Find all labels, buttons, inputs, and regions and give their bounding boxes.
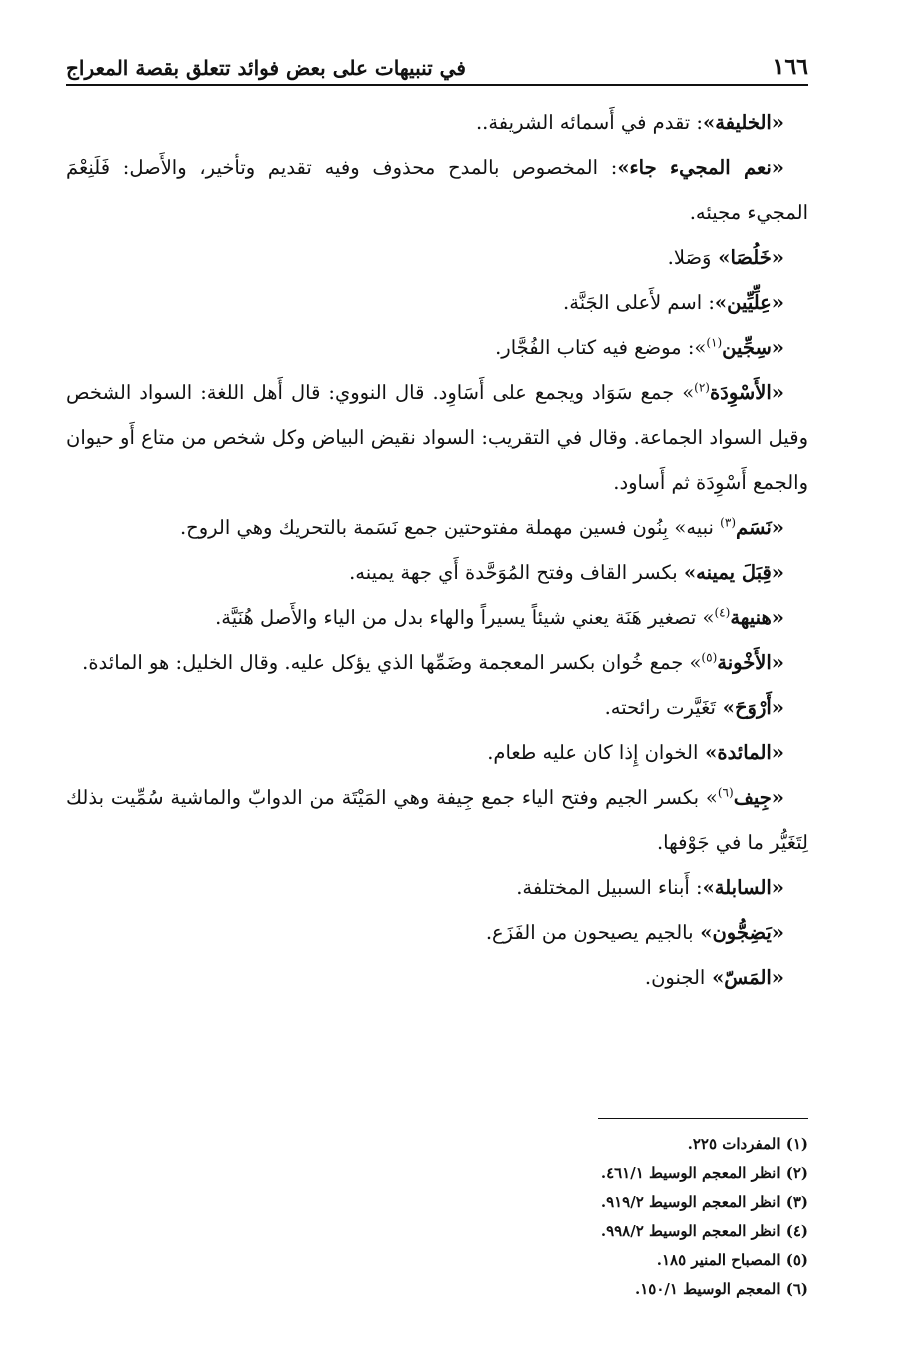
paragraph-akhwina [66, 640, 808, 685]
footnote-item: (١) المفردات ٢٢٥. [687, 1135, 808, 1153]
paragraph-maida [66, 730, 808, 775]
footnote-ref[interactable]: (١) [706, 335, 723, 350]
entry-term: «عِلِّيِّين» [714, 291, 784, 314]
entry-term: «هنيهة [730, 606, 784, 629]
entry-term: «الأَسْوِدَة [709, 381, 784, 404]
footnote-divider [598, 1118, 808, 1119]
paragraph-yadijjun [66, 910, 808, 955]
entry-text: »: موضع فيه كتاب الفُجَّار. [495, 336, 707, 359]
paragraph-aswida [66, 370, 808, 505]
entry-text: تَغَيَّرت رائحته. [604, 696, 716, 719]
footnote-item: (٣) انظر المعجم الوسيط ٩١٩/٢. [600, 1193, 808, 1211]
entry-term: «خَلُصَا» [711, 246, 784, 269]
entry-term: «نعم المجيء جاء» [617, 156, 784, 179]
paragraph-khalusa [66, 235, 808, 280]
main-text [66, 100, 808, 1000]
entry-text: » جمع سَوَاد ويجمع على أَسَاوِد. قال النووي: قال أَهل اللغة: السواد الشخص وقيل السواد الجماعة. وقال في التقريب: السواد نقيض البياض وكل شخص من متاع أَو حيوان والجمع أَسْوِدَة ثم أَساود. [66, 381, 808, 494]
entry-text: : تقدم في أَسمائه الشريفة.. [475, 111, 704, 134]
entry-term: «قِبَلَ يمينه» [683, 561, 784, 584]
entry-text: » جمع خُوان بكسر المعجمة وضَمِّها الذي يؤكل عليه. وقال الخليل: هو المائدة. [82, 651, 702, 674]
entry-term: «الخليفة» [703, 111, 784, 134]
paragraph-qibala [66, 550, 808, 595]
footnote-item: (٤) انظر المعجم الوسيط ٩٩٨/٢. [600, 1222, 808, 1240]
paragraph-illiyyin [66, 280, 808, 325]
paragraph-arwaha [66, 685, 808, 730]
entry-term: «المَسّ» [705, 966, 784, 989]
footnote-item: (٦) المعجم الوسيط ١٥٠/١. [634, 1280, 808, 1298]
paragraph-nima-almaji [66, 145, 808, 235]
paragraph-jiyaf [66, 775, 808, 865]
entry-term: «الأَخْونة [717, 651, 784, 674]
page-number: ١٦٦ [772, 54, 808, 80]
entry-text: » تصغير هَنَة يعني شيئاً يسيراً والهاء بدل من الياء والأَصل هُنَيَّة. [215, 606, 715, 629]
running-title: في تنبيهات على بعض فوائد تتعلق بقصة المعراج [66, 56, 466, 80]
entry-term: «يَضِجُّون» [693, 921, 784, 944]
paragraph-hunayha [66, 595, 808, 640]
entry-term: «السابلة» [702, 876, 784, 899]
entry-text: بالجيم يصيحون من الفَزَع. [485, 921, 694, 944]
paragraph-sabila [66, 865, 808, 910]
entry-text: بكسر القاف وفتح المُوَحَّدة أَي جهة يمينه. [349, 561, 684, 584]
entry-text: وَصَلا. [667, 246, 712, 269]
entry-text: نبيه» بِنُون فسين مهملة مفتوحتين جمع نَسَمة بالتحريك وهي الروح. [179, 516, 721, 539]
entry-text: : أَبناء السبيل المختلفة. [516, 876, 703, 899]
entry-text: » بكسر الجيم وفتح الياء جمع جِيفة وهي المَيْتَة من الدوابّ والماشية سُمِّيت بذلك لِتَغَيُّر ما في جَوْفها. [66, 786, 808, 854]
footnote-ref[interactable]: (٤) [714, 605, 731, 620]
entry-term: «أَرْوَحَ» [715, 696, 784, 719]
paragraph-khalifa [66, 100, 808, 145]
entry-term: «المائدة» [698, 741, 784, 764]
entry-text: الجنون. [644, 966, 706, 989]
footnote-ref[interactable]: (٥) [701, 650, 718, 665]
footnotes [66, 1130, 808, 1304]
footnote-ref[interactable]: (٣) [720, 515, 736, 530]
footnote-item: (٢) انظر المعجم الوسيط ٤٦١/١. [600, 1164, 808, 1182]
paragraph-nasam [66, 505, 808, 550]
paragraph-sijjin [66, 325, 808, 370]
entry-text: الخوان إِذا كان عليه طعام. [487, 741, 699, 764]
page-header [66, 50, 808, 86]
entry-term: «نَسَم [736, 516, 784, 539]
paragraph-mass [66, 955, 808, 1000]
entry-term: «سِجِّين [722, 336, 784, 359]
entry-text: : المخصوص بالمدح محذوف وفيه تقديم وتأخير، والأَصل: فَلَنِعْمَ المجيء مجيئه. [66, 156, 808, 224]
footnote-item: (٥) المصباح المنير ١٨٥. [656, 1251, 808, 1269]
footnote-ref[interactable]: (٢) [694, 380, 710, 395]
entry-text: : اسم لأَعلى الجَنَّة. [563, 291, 715, 314]
entry-term: «جِيف [733, 786, 784, 809]
footnote-ref[interactable]: (٦) [717, 785, 734, 800]
